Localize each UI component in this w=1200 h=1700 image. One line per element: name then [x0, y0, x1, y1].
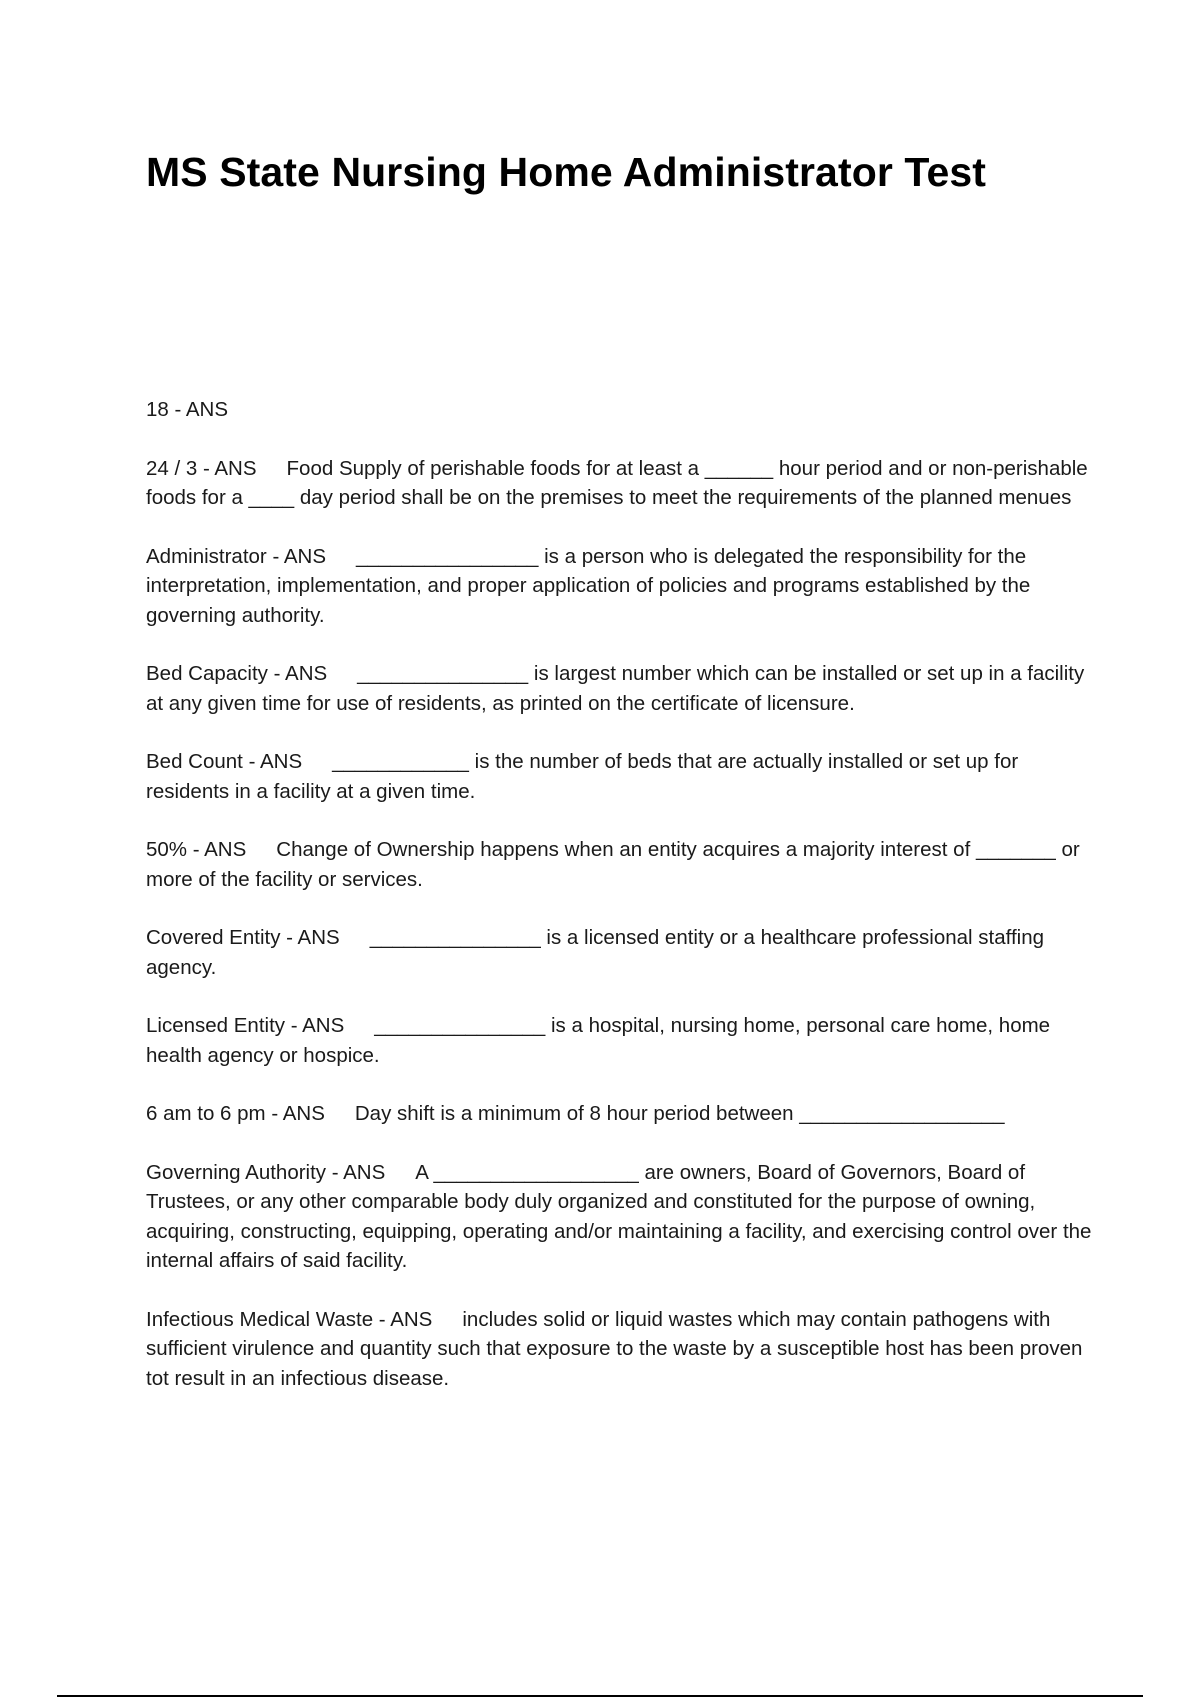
footer-divider — [57, 1695, 1143, 1697]
flashcard-list — [146, 395, 1096, 1422]
entry-term: Bed Capacity - ANS — [146, 662, 328, 685]
flashcard-entry — [146, 747, 1096, 806]
entry-term: 18 - ANS — [146, 398, 229, 421]
document-title: MS State Nursing Home Administrator Test — [146, 149, 987, 195]
flashcard-entry — [146, 1011, 1096, 1070]
entry-definition: _______________ is a hospital, nursing home, personal care home, home health agency or hospice. — [146, 1014, 1051, 1067]
flashcard-entry — [146, 454, 1096, 513]
entry-term: Administrator - ANS — [146, 544, 326, 568]
flashcard-entry — [146, 542, 1096, 631]
entry-definition: Change of Ownership happens when an entity acquires a majority interest of _______ or more of the facility or services. — [146, 838, 1080, 891]
flashcard-entry — [146, 835, 1096, 894]
flashcard-entry — [146, 1099, 1096, 1129]
entry-definition: Food Supply of perishable foods for at least a ______ hour period and or non-perishable foods for a ____ day period shall be on the premises to meet the requirements of the planned menues — [146, 456, 1088, 509]
entry-definition: includes solid or liquid wastes which may contain pathogens with sufficient virulence and quantity such that exposure to the waste by a susceptible host has been proven tot result in an infectious disease. — [146, 1307, 1083, 1390]
entry-definition: ________________ is a person who is delegated the responsibility for the interpretation, implementation, and proper application of policies and programs established by the governing authority. — [146, 544, 1031, 627]
entry-definition: Day shift is a minimum of 8 hour period between __________________ — [354, 1102, 1005, 1125]
entry-term: 24 / 3 - ANS — [146, 456, 257, 480]
entry-term: 50% - ANS — [146, 838, 247, 861]
entry-term: Governing Authority - ANS — [146, 1160, 386, 1184]
entry-definition: _______________ is largest number which can be installed or set up in a facility at any given time for use of residents, as printed on the certificate of licensure. — [146, 662, 1085, 715]
flashcard-entry — [146, 659, 1096, 718]
entry-definition: A __________________ are owners, Board of Governors, Board of Trustees, or any other comparable body duly organized and constituted for the purpose of owning, acquiring, constructing, equipping, operating and/or maintaining a facility, and exercising control over the internal affairs of said facility. — [146, 1160, 1092, 1272]
entry-definition: ____________ is the number of beds that are actually installed or set up for residents in a facility at a given time. — [146, 750, 1019, 803]
flashcard-entry — [146, 1305, 1096, 1394]
entry-term: 6 am to 6 pm - ANS — [146, 1102, 325, 1125]
entry-term: Licensed Entity - ANS — [146, 1014, 345, 1037]
flashcard-entry — [146, 923, 1096, 982]
entry-term: Infectious Medical Waste - ANS — [146, 1307, 433, 1331]
entry-definition: _______________ is a licensed entity or a healthcare professional staffing agency. — [146, 926, 1045, 979]
flashcard-entry — [146, 395, 1096, 425]
entry-term: Bed Count - ANS — [146, 750, 303, 773]
flashcard-entry — [146, 1158, 1096, 1276]
entry-term: Covered Entity - ANS — [146, 926, 340, 949]
